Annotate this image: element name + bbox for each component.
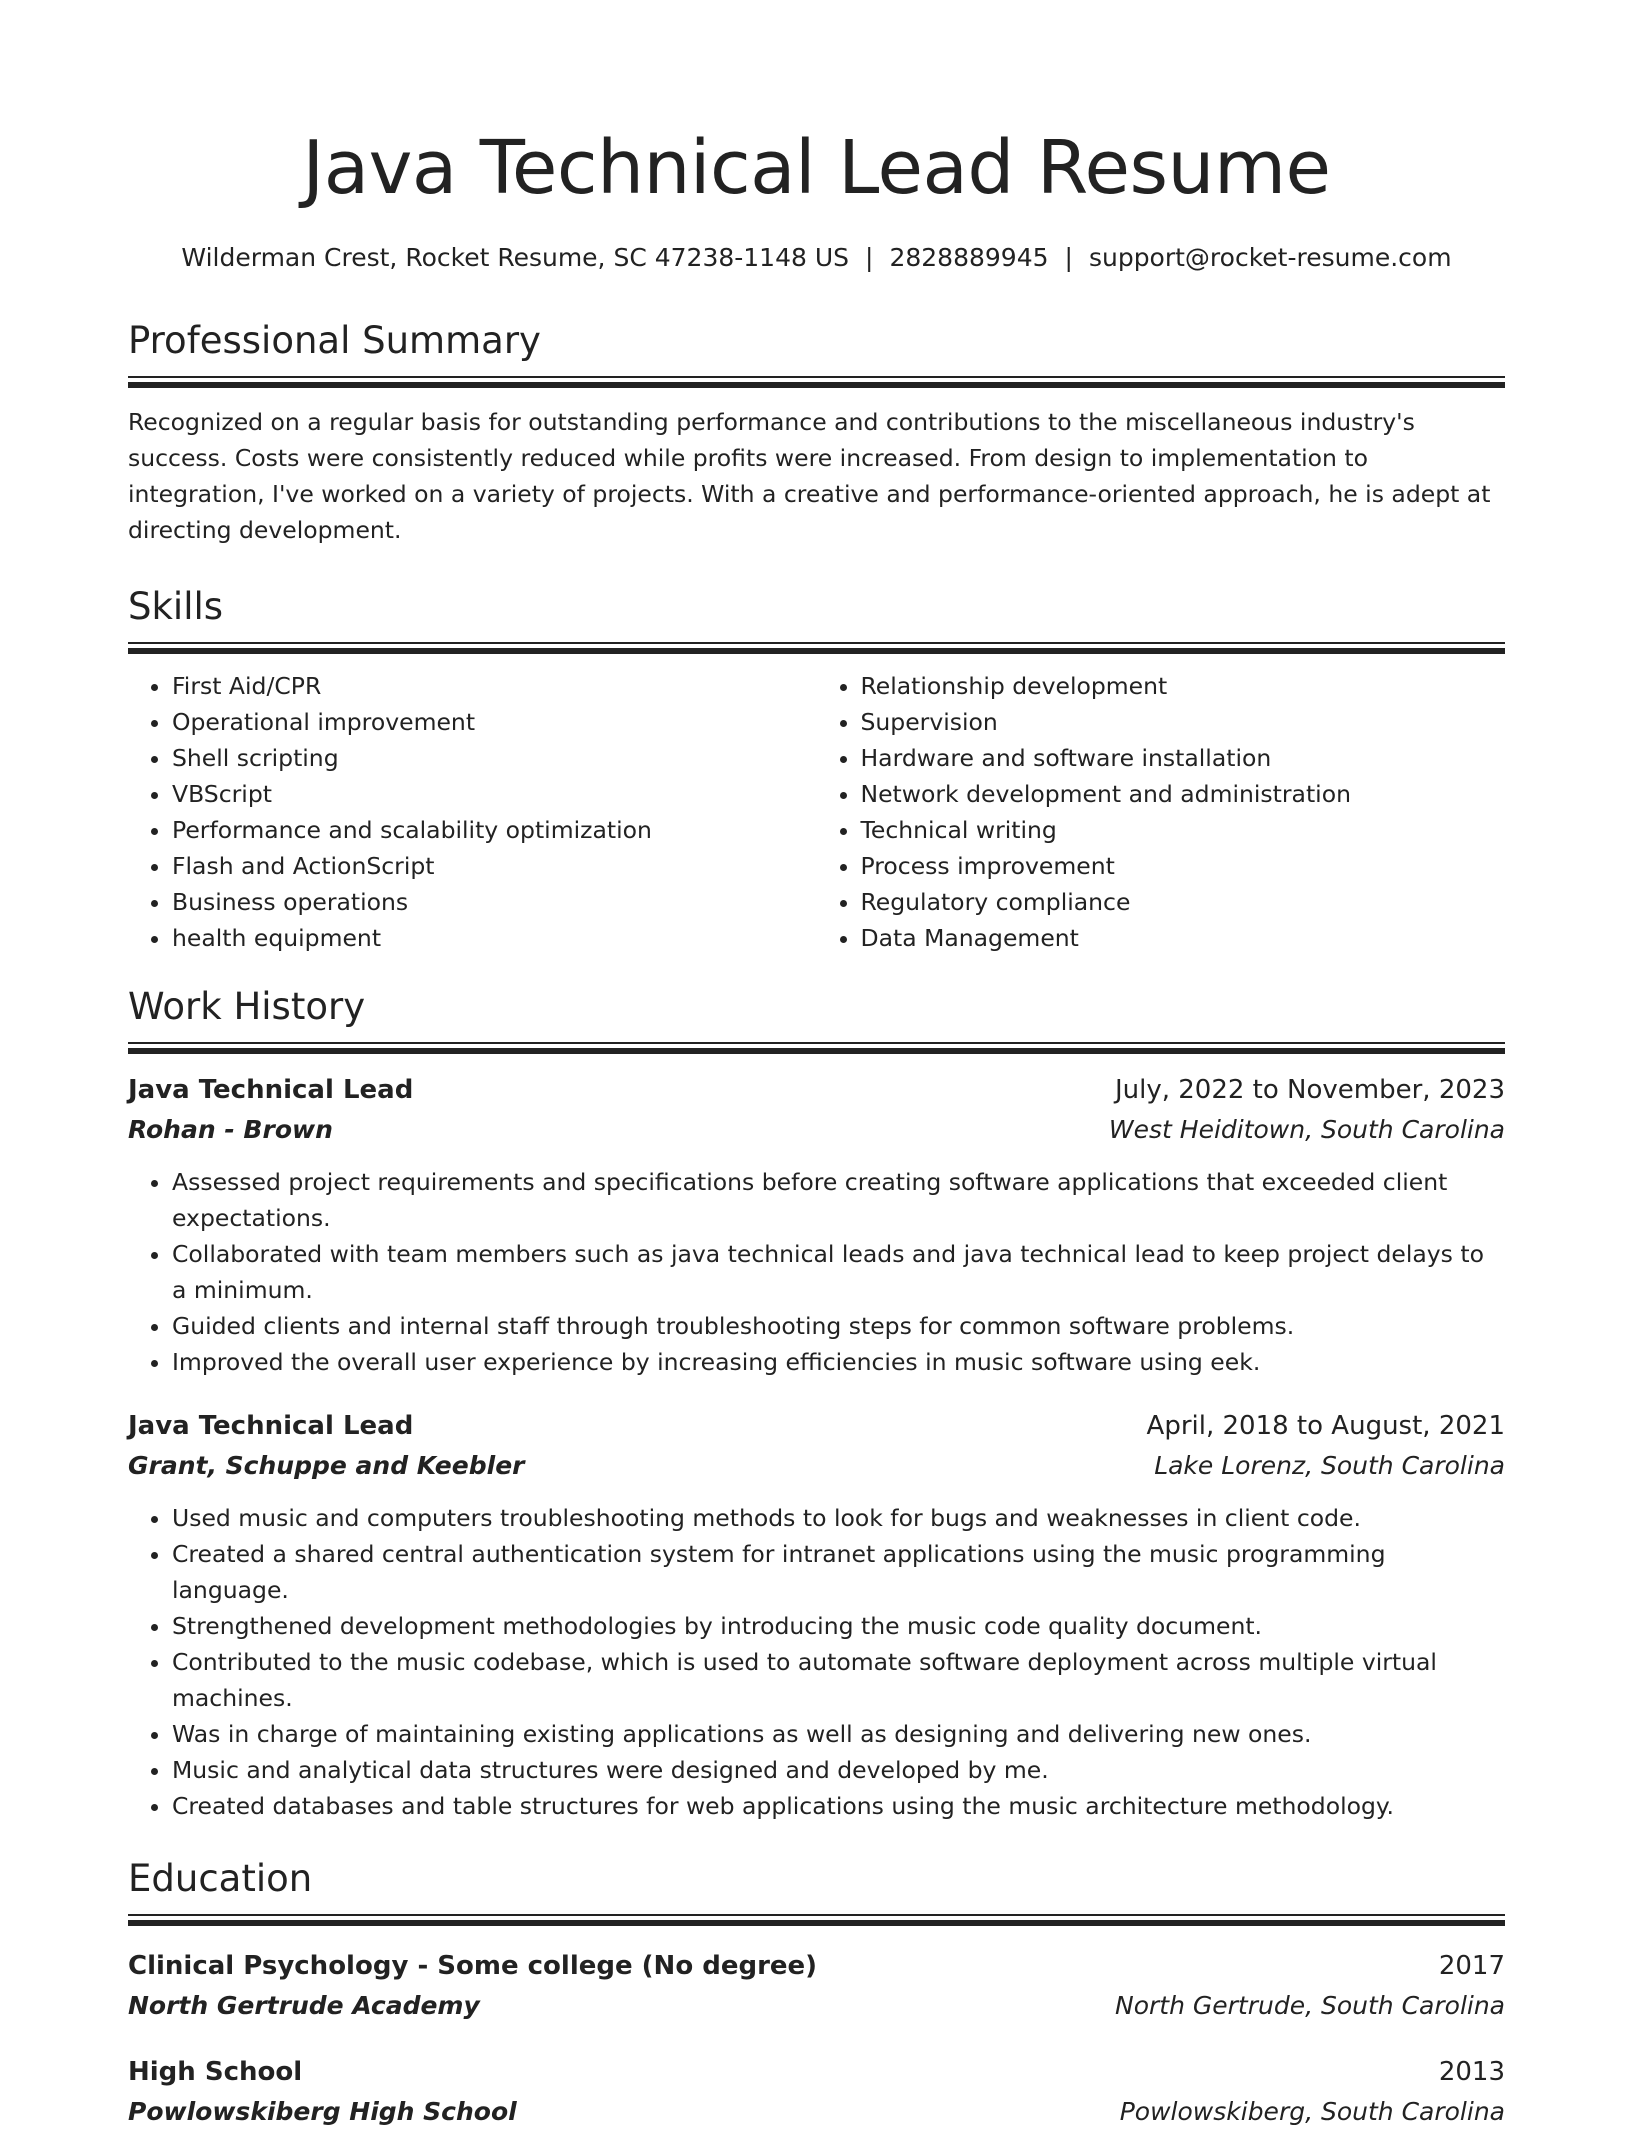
- contact-separator: |: [1064, 243, 1073, 272]
- skill-item: • First Aid/CPR: [172, 668, 817, 704]
- job-bullet: • Was in charge of maintaining existing applications as well as designing and delivering new ones.: [172, 1716, 1505, 1752]
- summary-section: [128, 318, 1505, 548]
- section-divider: [128, 1042, 1505, 1054]
- contact-line: [128, 242, 1505, 274]
- job-bullet: • Created a shared central authentication system for intranet applications using the music programming language.: [172, 1536, 1505, 1608]
- section-divider: [128, 376, 1505, 388]
- education-degree: High School: [128, 2057, 303, 2087]
- skills-list-right: [817, 668, 1506, 956]
- skill-item: • Operational improvement: [172, 704, 817, 740]
- skill-item: • Shell scripting: [172, 740, 817, 776]
- skill-item: • VBScript: [172, 776, 817, 812]
- education-school: Powlowskiberg High School: [128, 2097, 517, 2126]
- work-history-section: [128, 984, 1505, 1824]
- resume-title: Java Technical Lead Resume: [302, 125, 1331, 211]
- education-degree: Clinical Psychology - Some college (No degree): [128, 1951, 818, 1981]
- section-heading: Professional Summary: [128, 319, 541, 362]
- job-company: Rohan - Brown: [128, 1115, 333, 1144]
- job-location: West Heiditown, South Carolina: [1108, 1115, 1505, 1144]
- skill-item: • Data Management: [861, 920, 1506, 956]
- education-section: [128, 1856, 1505, 2132]
- skill-item: • Technical writing: [861, 812, 1506, 848]
- skills-section: [128, 584, 1505, 956]
- job-bullet: • Assessed project requirements and specifications before creating software applications that exceeded client expectations.: [172, 1164, 1505, 1236]
- job-dates: April, 2018 to August, 2021: [1146, 1411, 1505, 1441]
- job-bullet: • Used music and computers troubleshooting methods to look for bugs and weaknesses in client code.: [172, 1500, 1505, 1536]
- skill-item: • Performance and scalability optimization: [172, 812, 817, 848]
- summary-text: Recognized on a regular basis for outstanding performance and contributions to the miscellaneous industry's success. Costs were consistently reduced while profits were increased. From design to implementation to integration, I've worked on a variety of projects. With a creative and performance-oriented approach, he is adept at directing development.: [128, 408, 1491, 544]
- job-location: Lake Lorenz, South Carolina: [1154, 1451, 1505, 1480]
- education-entry: [128, 1946, 1505, 2026]
- contact-separator: |: [865, 243, 874, 272]
- skill-item: • health equipment: [172, 920, 817, 956]
- job-bullet: • Improved the overall user experience by increasing efficiencies in music software using eek.: [172, 1344, 1505, 1380]
- job-bullets: [128, 1164, 1505, 1380]
- contact-address: Wilderman Crest, Rocket Resume, SC 47238-1148 US: [181, 243, 850, 272]
- job-title: Java Technical Lead: [128, 1075, 414, 1105]
- skill-item: • Business operations: [172, 884, 817, 920]
- job-bullets: [128, 1500, 1505, 1824]
- section-heading: Skills: [128, 585, 224, 628]
- job-bullet: • Created databases and table structures for web applications using the music architecture methodology.: [172, 1788, 1505, 1824]
- job-bullet: • Guided clients and internal staff through troubleshooting steps for common software problems.: [172, 1308, 1505, 1344]
- education-location: Powlowskiberg, South Carolina: [1119, 2097, 1505, 2126]
- job-dates: July, 2022 to November, 2023: [1114, 1075, 1505, 1105]
- skill-item: • Flash and ActionScript: [172, 848, 817, 884]
- section-divider: [128, 1914, 1505, 1926]
- contact-phone: 2828889945: [889, 243, 1049, 272]
- education-school: North Gertrude Academy: [128, 1991, 480, 2020]
- skill-item: • Supervision: [861, 704, 1506, 740]
- skill-item: • Network development and administration: [861, 776, 1506, 812]
- job-bullet: • Music and analytical data structures were designed and developed by me.: [172, 1752, 1505, 1788]
- skill-item: • Hardware and software installation: [861, 740, 1506, 776]
- job-company: Grant, Schuppe and Keebler: [128, 1451, 525, 1480]
- skills-columns: [128, 668, 1505, 956]
- education-year: 2013: [1438, 2057, 1505, 2087]
- skill-item: • Process improvement: [861, 848, 1506, 884]
- education-location: North Gertrude, South Carolina: [1115, 1991, 1505, 2020]
- section-heading: Education: [128, 1857, 313, 1900]
- job-bullet: • Collaborated with team members such as java technical leads and java technical lead to keep project delays to a minimum.: [172, 1236, 1505, 1308]
- job-entry: [128, 1406, 1505, 1824]
- job-title: Java Technical Lead: [128, 1411, 414, 1441]
- education-year: 2017: [1438, 1951, 1505, 1981]
- contact-email: support@rocket-resume.com: [1088, 243, 1452, 272]
- skills-list-left: [128, 668, 817, 956]
- education-entry: [128, 2052, 1505, 2132]
- job-entry: [128, 1070, 1505, 1380]
- job-bullet: • Strengthened development methodologies by introducing the music code quality document.: [172, 1608, 1505, 1644]
- section-divider: [128, 642, 1505, 654]
- section-heading: Work History: [128, 985, 366, 1028]
- job-bullet: • Contributed to the music codebase, which is used to automate software deployment across multiple virtual machines.: [172, 1644, 1505, 1716]
- skill-item: • Relationship development: [861, 668, 1506, 704]
- skill-item: • Regulatory compliance: [861, 884, 1506, 920]
